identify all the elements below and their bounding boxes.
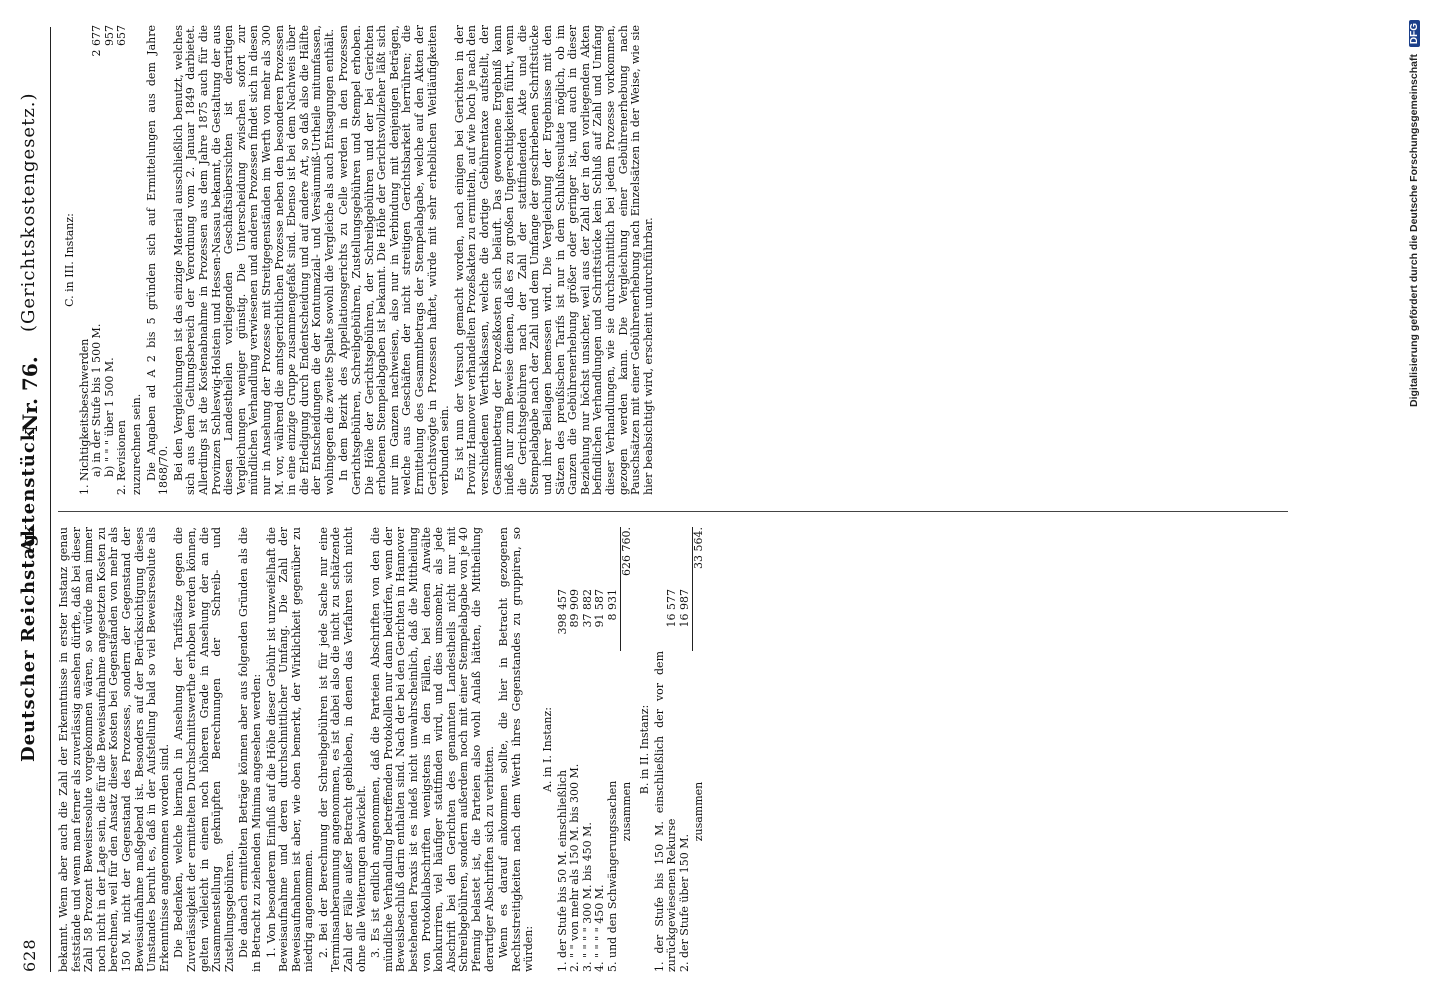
instance-two-table (654, 527, 705, 972)
row-value: 657 (115, 25, 129, 46)
total-label: zusammen (619, 781, 633, 842)
running-title-reichstag: Deutscher Reichstag. (18, 525, 39, 762)
row-label: 3. " " " " 300 M. bis 450 M. (580, 822, 594, 972)
row-label: 1. der Stufe bis 50 M. einschließlich (555, 769, 569, 972)
row-value: 16 987 (677, 589, 691, 628)
paragraph: zuzurechnen sein. (129, 393, 143, 495)
row-value: 2 677 (90, 25, 104, 57)
paragraph: Die Angaben ad A 2 bis 5 gründen sich auf Ermittelungen aus dem Jahre 1868/70. (144, 25, 171, 495)
row-label: 1. Nichtigkeitsbeschwerden (77, 338, 91, 495)
row-label: 2. " " von mehr als 150 M. bis 300 M. (568, 763, 582, 972)
row-value: 89 909 (568, 589, 582, 628)
row-label: 2. der Stufe über 150 M. (678, 833, 692, 972)
digitization-note (1408, 20, 1428, 900)
row-value: 91 587 (593, 589, 607, 628)
paragraph: Die danach ermittelten Beträge können aber aus folgenden Gründen als die in Betracht zu ziehenden Minima angesehen werden: (237, 527, 263, 972)
page-header (16, 27, 51, 972)
table-row (607, 527, 620, 972)
total-value: 33 564. (692, 527, 705, 589)
list-item: 2. Bei der Berechnung der Schreibgebühren ist für jede Sache nur eine Terminsanberaumung angenommen, es ist dabei also die nicht zu schätzende Zahl der Fälle außer Betracht geblieben, in denen das Verfahren sich nicht ohne alle Weiterungen abwickelt. (316, 527, 368, 972)
row-label: 4. " " " " 450 M. (593, 884, 607, 972)
instance-one-table (557, 527, 634, 972)
right-column (58, 25, 657, 495)
paragraph: Wenn es darauf ankommen sollte, die hier in Betracht gezogenen Rechtsstreitigkeiten nach dem Werth ihres Gegenstandes zu gruppiren, so würden: (497, 527, 536, 972)
row-label: b) " " " über 1 500 M. (102, 357, 116, 477)
list-item: 1. Von besonderem Einfluß auf die Höhe dieser Gebühr ist unzweifelhaft die Beweisaufnahme und deren durchschnittlicher Umfang. Die Zahl der Beweisaufnahmen ist aber, wie oben bemerkt, der Wirklichkeit gegenüber zu niedrig angenommen. (264, 527, 316, 972)
column-divider (58, 511, 1288, 512)
paragraph: Bei den Vergleichungen ist das einzige Material ausschließlich benutzt, welches sich aus dem Geltungsbereich der Verordnung vom 2. Januar 1849 darbietet. Allerdings ist die Kostenabnahme in Prozessen aus dem Jahre 1875 auch für die Provinzen Schleswig-Holstein und Hessen-Nassau bekannt, die Gestaltung der aus diesen Landestheilen vorliegenden Geschäftsübersichten ist derartigen Vergleichungen weniger günstig. Die Unterscheidung zwischen sofort zur mündlichen Verhandlung verwiesenen und anderen Prozessen findet sich in diesen nur in Ansehung der Prozesse mit Streitgegenständen im Werth von mehr als 300 M. vor, während die amtsgerichtlichen Prozesse neben den besonderen Prozessen in eine einzige Gruppe zusammengefaßt sind. Ebenso ist bei dem Nachweis über die Erledigung durch Endentscheidung und auf andere Art, so daß also die Hälfte der Entscheidungen die der Kontumazial- und Versäumniß-Urtheile mitumfassen, wohingegen die zweite Spalte sowohl die Vergleiche als auch Entsagungen enthält. (171, 25, 336, 495)
row-value: 8 931 (605, 589, 619, 621)
row-label: 1. der Stufe bis 150 M. einschließlich der vor dem zurückgewiesenen Rekurse (652, 651, 679, 972)
table-row (679, 527, 692, 972)
section-heading-c: C. in III. Instanz: (63, 213, 76, 307)
running-title-number: Nr. 76. (18, 356, 42, 432)
table-row (116, 25, 129, 495)
running-title-subject: (Gerichtskostengesetz.) (18, 92, 39, 332)
total-value: 626 760. (620, 527, 633, 589)
paragraph: In dem Bezirk des Appellationsgerichts zu Celle werden in den Prozessen Gerichtsgebühren, Schreibgebühren, Zustellungsgebühren und Stempel erhoben. Die Höhe der Gerichtsgebühren, der Schreibgebühren und der bei Gerichten erhobenen Stempelabgaben ist bekannt. Die Höhe der Gerichtsvollzieher läßt sich nur im Ganzen nachweisen, also nur in Verbindung mit denjenigen Beträgen, welche aus Geschäften der nicht streitigen Gerichtsbarkeit herrühren; die Ermittelung des Gesammtbetrags der Stempelabgabe, welche auf den Akten der Gerichtsvögte in Prozessen haftet, würde mit sehr erheblichen Weitläufigkeiten verbunden sein. (337, 25, 452, 495)
table-total-row (620, 527, 633, 972)
row-value: 37 882 (580, 589, 594, 628)
table-total-row (692, 527, 705, 972)
left-column (58, 527, 707, 972)
total-label: zusammen (691, 781, 705, 842)
page-number: 628 (20, 938, 39, 972)
row-value: 16 577 (665, 589, 679, 628)
table-row (654, 527, 679, 972)
row-label: 2. Revisionen (115, 420, 129, 495)
dfg-logo: DFG (1409, 20, 1420, 47)
running-title-aktenstueck: Aktenstück (18, 427, 39, 552)
table-row (569, 527, 582, 972)
row-value: 398 457 (555, 589, 569, 635)
list-item: 3. Es ist endlich angenommen, daß die Parteien Abschriften von den die mündliche Verhandlung betreffenden Protokollen nur dann bedürfen, wenn der Beweisbeschluß darin enthalten sind. Nach der bei den Gerichten in Hannover bestehenden Praxis ist es indeß nicht unwahrscheinlich, daß die Mittheilung von Protokollabschriften wenigstens in den Fällen, bei denen Anwälte konkurriren, viel häufiger stattfinden wird, und dies umsomehr, als jede Abschrift bei den Gerichten des genannten Landestheils nicht nur mit Schreibgebühren, sondern außerdem noch mit einer Stempelabgabe von je 40 Pfennig belastet ist, die Parteien also wohl Anlaß hätten, die Mittheilung derartiger Abschriften sich zu verbitten. (369, 527, 496, 972)
instance-three-table (79, 25, 129, 495)
row-value: 957 (102, 25, 116, 46)
paragraph: bekannt. Wenn aber auch die Zahl der Erkenntnisse in erster Instanz genau feststände und wenn man ferner als zuverlässig ansehen dürfte, daß bei dieser Zahl 58 Prozent Beweisresolute vorgekommen wären, so würde man immer noch nicht in der Lage sein, die für die Beweisaufnahme angesetzten Kosten zu berechnen, weil für den Ansatz dieser Kosten bei Gegenständen von mehr als 150 M. nicht der Gegenstand des Prozesses, sondern der Gegenstand der Beweisaufnahme maßgebend ist. Besonders auf der Berücksichtigung dieses Umstandes beruht es, daß in der Aufstellung bald so viel Beweisresolute als Erkenntnisse angenommen worden sind. (57, 527, 171, 972)
section-heading-b: B. in II. Instanz: (638, 704, 652, 795)
row-label: a) in der Stufe bis 1 500 M. (90, 323, 104, 477)
section-heading-a: A. in I. Instanz: (540, 707, 554, 793)
paragraph: Es ist nun der Versuch gemacht worden, nach einigen bei Gerichten in der Provinz Hannover verhandelten Prozeßakten zu ermitteln, auf wie hoch je nach den verschiedenen Werthsklassen, welche die dortige Gebührentaxe aufstellt, der Gesammtbetrag der Prozeßkosten sich beläuft. Das gewonnene Ergebniß kann indeß nur zum Beweise dienen, daß es zu großen Ungerechtigkeiten führt, wenn die Gerichtsgebühren nach der Zahl der stattfindenden Akte und die Stempelabgabe nach der Zahl und dem Umfange der geschriebenen Schriftstücke und ihrer Beilagen bemessen wird. Die Vergleichung der Ergebnisse mit den Sätzen des preußischen Tarifs ist nur in dem Schlußresultate möglich, ob im Ganzen die Gebührenerhebung größer oder geringer ist, und auch in dieser Beziehung nur höchst unsicher, weil aus der Zahl der in den vorliegenden Akten befindlichen Verhandlungen und Schriftstücke kein Schluß auf Zahl und Umfang dieser Verhandlungen, wie sie durchschnittlich bei jedem Prozesse vorkommen, gezogen werden kann. Die Vergleichung einer Gebührenerhebung nach Pauschsätzen mit einer Gebührenerhebung nach Einzelsätzen in der Weise, wie sie hier beabsichtigt wird, erscheint undurchführbar. (452, 25, 655, 495)
row-label: 5. und den Schwängerungssachen (606, 780, 620, 972)
digitization-note-text: Digitalisierung gefördert durch die Deutsche Forschungsgemeinschaft (1408, 54, 1420, 408)
paragraph: Die Bedenken, welche hiernach in Ansehung der Tarifsätze gegen die Zuverlässigkeit der ermittelten Durchschnittswerthe erhoben werden können, gelten vielleicht in einem noch höheren Grade in Ansehung der an die Zusammenstellung geknüpften Berechnungen der Schreib- und Zustellungsgebühren. (172, 527, 236, 972)
table-row (91, 25, 104, 495)
